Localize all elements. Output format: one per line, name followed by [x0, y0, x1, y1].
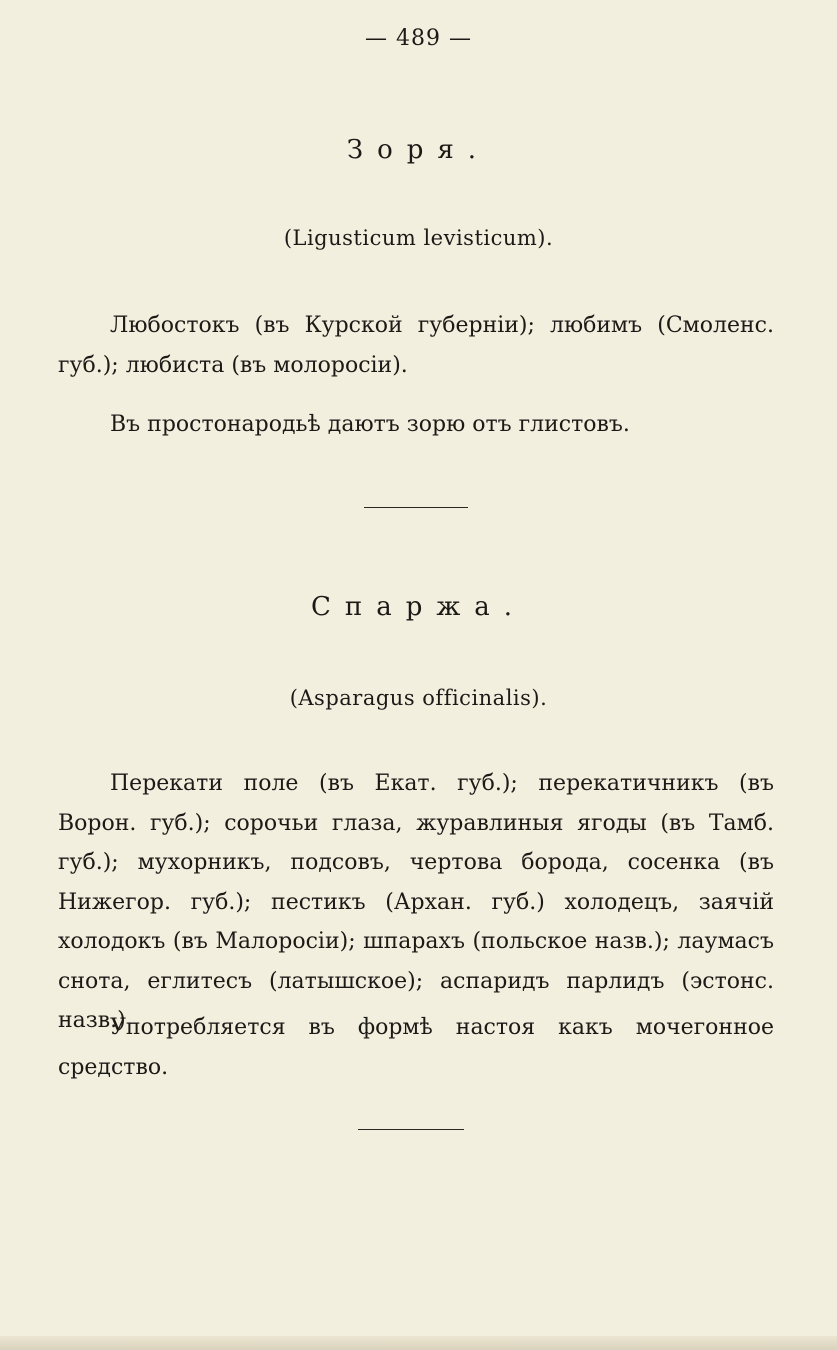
section-divider [364, 507, 468, 508]
paragraph-zorya-names: Любостокъ (въ Курской губерніи); любимъ (Смоленс. губ.); любиста (въ молоросіи). [58, 313, 774, 378]
latin-name-sparzha: (Asparagus officinalis). [289, 686, 548, 710]
end-divider [358, 1129, 464, 1130]
page-edge [0, 1336, 837, 1350]
page-number: — 489 — [365, 26, 472, 51]
paragraph-zorya-use: Въ простонародьѣ даютъ зорю отъ глистовъ. [110, 412, 630, 437]
latin-name-zorya: (Ligusticum levisticum). [283, 226, 554, 250]
section-heading-sparzha: Спаржа. [310, 592, 527, 622]
section-heading-zorya: Зоря. [346, 135, 491, 165]
paragraph-sparzha-use: Употребляется въ формѣ настоя какъ мочегонное средство. [58, 1015, 774, 1080]
paragraph-sparzha-names: Перекати поле (въ Екат. губ.); перекатичникъ (въ Ворон. губ.); сорочьи глаза, журавлиныя ягоды (въ Тамб. губ.); мухорникъ, подсовъ, чертова борода, сосенка (въ Нижегор. губ.); пестикъ (Архан. губ.) холодецъ, заячій холодокъ (въ Малоросіи); шпарахъ (польское назв.); лаумасъ снота, еглитесъ (латышское); аспаридъ парлидъ (эстонс. назв.) [58, 771, 774, 1033]
